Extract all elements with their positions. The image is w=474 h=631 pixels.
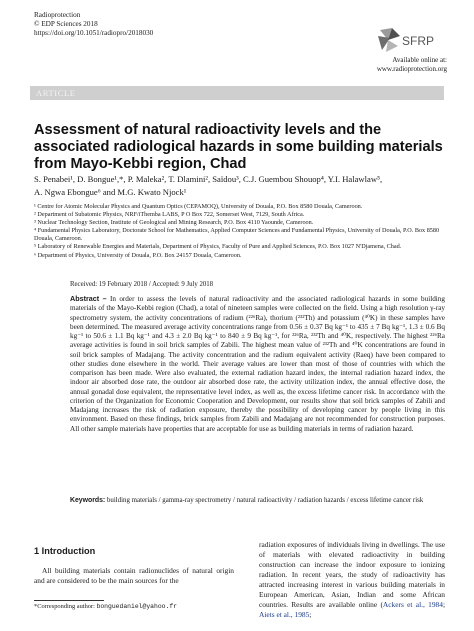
- article-type-label: ARTICLE: [36, 88, 76, 98]
- doi-link[interactable]: https://doi.org/10.1051/radiopro/2018030: [34, 29, 154, 38]
- affiliation-5: ⁵ Laboratory of Renewable Energies and Materials, Department of Physics, Faculty of Pure and Applied Sciences, P.O. Box 1027 N'Djamena, Chad.: [34, 243, 402, 251]
- sfrp-logo-icon: [374, 24, 444, 56]
- abstract: [70, 294, 445, 434]
- website-link[interactable]: www.radioprotection.org: [376, 65, 447, 73]
- keywords: [70, 496, 445, 505]
- affiliations: [34, 203, 454, 260]
- available-online-label: Available online at:: [392, 56, 447, 64]
- footnote-label: *Corresponding author:: [34, 603, 97, 610]
- abstract-text: In order to assess the levels of natural radioactivity and the associated radiological hazards in some building materials of the Mayo-Kebbi region (Chad), a total of nineteen samples were collected on the field. Using a high resolution γ-ray spectrometry system, the activity concentrations of radium (²²⁶Ra), thorium (²³²Th) and potassium (⁴⁰K) in these samples have been determined. The measured average activity concentrations range from 0.56 ± 0.37 Bq kg⁻¹ to 435 ± 7 Bq kg⁻¹, 1.3 ± 0.6 Bq kg⁻¹ to 50.6 ± 1.1 Bq kg⁻¹ and 4.3 ± 2.0 Bq kg⁻¹ to 840 ± 9 Bq kg⁻¹, for ²²⁶Ra, ²³²Th and ⁴⁰K, respectively. The highest ²²⁶Ra average activities is found in soil brick samples of Zabili. The highest mean value of ²³²Th and ⁴⁰K concentrations are found in soil brick samples of Madajang. The activity concentration and the radium equivalent activity (Raeq) have been compared to other studies done elsewhere in the world. Their average values are lower than most of those of countries with which the comparison has been made. Were also evaluated, the external radiation hazard index, the internal radiation hazard index, the indoor air absorbed dose rate, the outdoor air absorbed dose rate, the activity utilization index, the annual effective dose, the annual gonadal dose equivalent, the representative level index, as well as, the excess lifetime cancer risk. In accordance with the criterion of the Organization for Economic Cooperation and Development, our results show that soil brick samples of Zabili and Madajang increases the risk of radiation exposure, thereby the possibility of developing cancer by people living in this environment. Based on these findings, brick samples from Zabili and Madajang are not recommended for construction purposes. All other sample materials have properties that are acceptable for use as building materials in terms of radiation hazard.: [70, 295, 445, 433]
- journal-meta: [34, 11, 153, 39]
- citation-ackers[interactable]: Ackers et al., 1984: [382, 600, 443, 609]
- author-list: [34, 173, 454, 199]
- affiliation-4: ⁴ Fundamental Physics Laboratory, Doctorate School for Mathematics, Applied Computer Sciences and Fundamental Physics, University of Douala, P.O. Box 8580 Douala, Cameroon.: [34, 227, 440, 243]
- introduction-left-column: All building materials contain radionuclides of natural origin and are considered to be the main sources for the: [34, 566, 234, 585]
- author-line-2: A. Ngwa Ebongue⁶ and M.G. Kwato Njock¹: [34, 187, 187, 197]
- affiliation-3: ³ Nuclear Technology Section, Institute of Geological and Mining Research, P.O. Box 4110 Yaounde, Cameroon.: [34, 219, 314, 227]
- citation-aiets[interactable]: Aiets et al., 1985: [259, 610, 310, 619]
- corresponding-author-footnote: [34, 603, 177, 610]
- affiliation-1: ¹ Centre for Atomic Molecular Physics and Quantum Optics (CEPAMOQ), University of Douala, P.O. Box 8580 Douala, Cameroon.: [34, 203, 363, 210]
- received-accepted-dates: Received: 19 February 2018 / Accepted: 9 July 2018: [70, 281, 214, 288]
- citation-separator: ;: [442, 600, 445, 609]
- affiliation-6: ⁶ Department of Physics, University of Douala, P.O. Box 24157 Douala, Cameroon.: [34, 251, 242, 259]
- journal-copyright: © EDP Sciences 2018: [34, 20, 98, 29]
- introduction-right-text: radiation exposures of individuals living in dwellings. The use of materials with elevated radioactivity in building construction can increase the indoor exposure to ionizing radiation. In recent years, the study of radioactivity has attracted increasing interest in various building materials in European American, Asian, Indian and some African countries. Results are available online (: [259, 540, 445, 609]
- corresponding-email[interactable]: bonguedaniel@yahoo.fr: [96, 603, 178, 610]
- article-type-band: [30, 86, 444, 100]
- sfrp-logo: [374, 24, 444, 56]
- author-line-1: S. Penabei¹, D. Bongue¹,*, P. Maleka², T. Dlamini², Saïdou³, C.J. Guembou Shouop⁴, Y.I. Halawlaw⁵,: [34, 174, 383, 184]
- keywords-text: building materials / gamma-ray spectrometry / natural radioactivity / radiation hazards / excess lifetime cancer risk: [105, 497, 424, 504]
- paper-title: Assessment of natural radioactivity levels and the associated radiological hazards in some building materials from Mayo-Kebbi region, Chad: [34, 122, 443, 172]
- introduction-heading: 1 Introduction: [34, 546, 96, 556]
- logo-text: SFRP: [402, 34, 435, 48]
- introduction-right-column: [259, 540, 445, 620]
- citation-end: ;: [309, 610, 312, 619]
- online-availability: [350, 56, 447, 74]
- abstract-label: Abstract –: [70, 294, 107, 303]
- keywords-label: Keywords:: [70, 497, 106, 504]
- affiliation-2: ² Department of Subatomic Physics, NRF/iThemba LABS, P O Box 722, Somerset West, 7129, South Africa.: [34, 211, 305, 219]
- footnote-divider: [34, 600, 104, 601]
- journal-name: Radioprotection: [34, 11, 81, 19]
